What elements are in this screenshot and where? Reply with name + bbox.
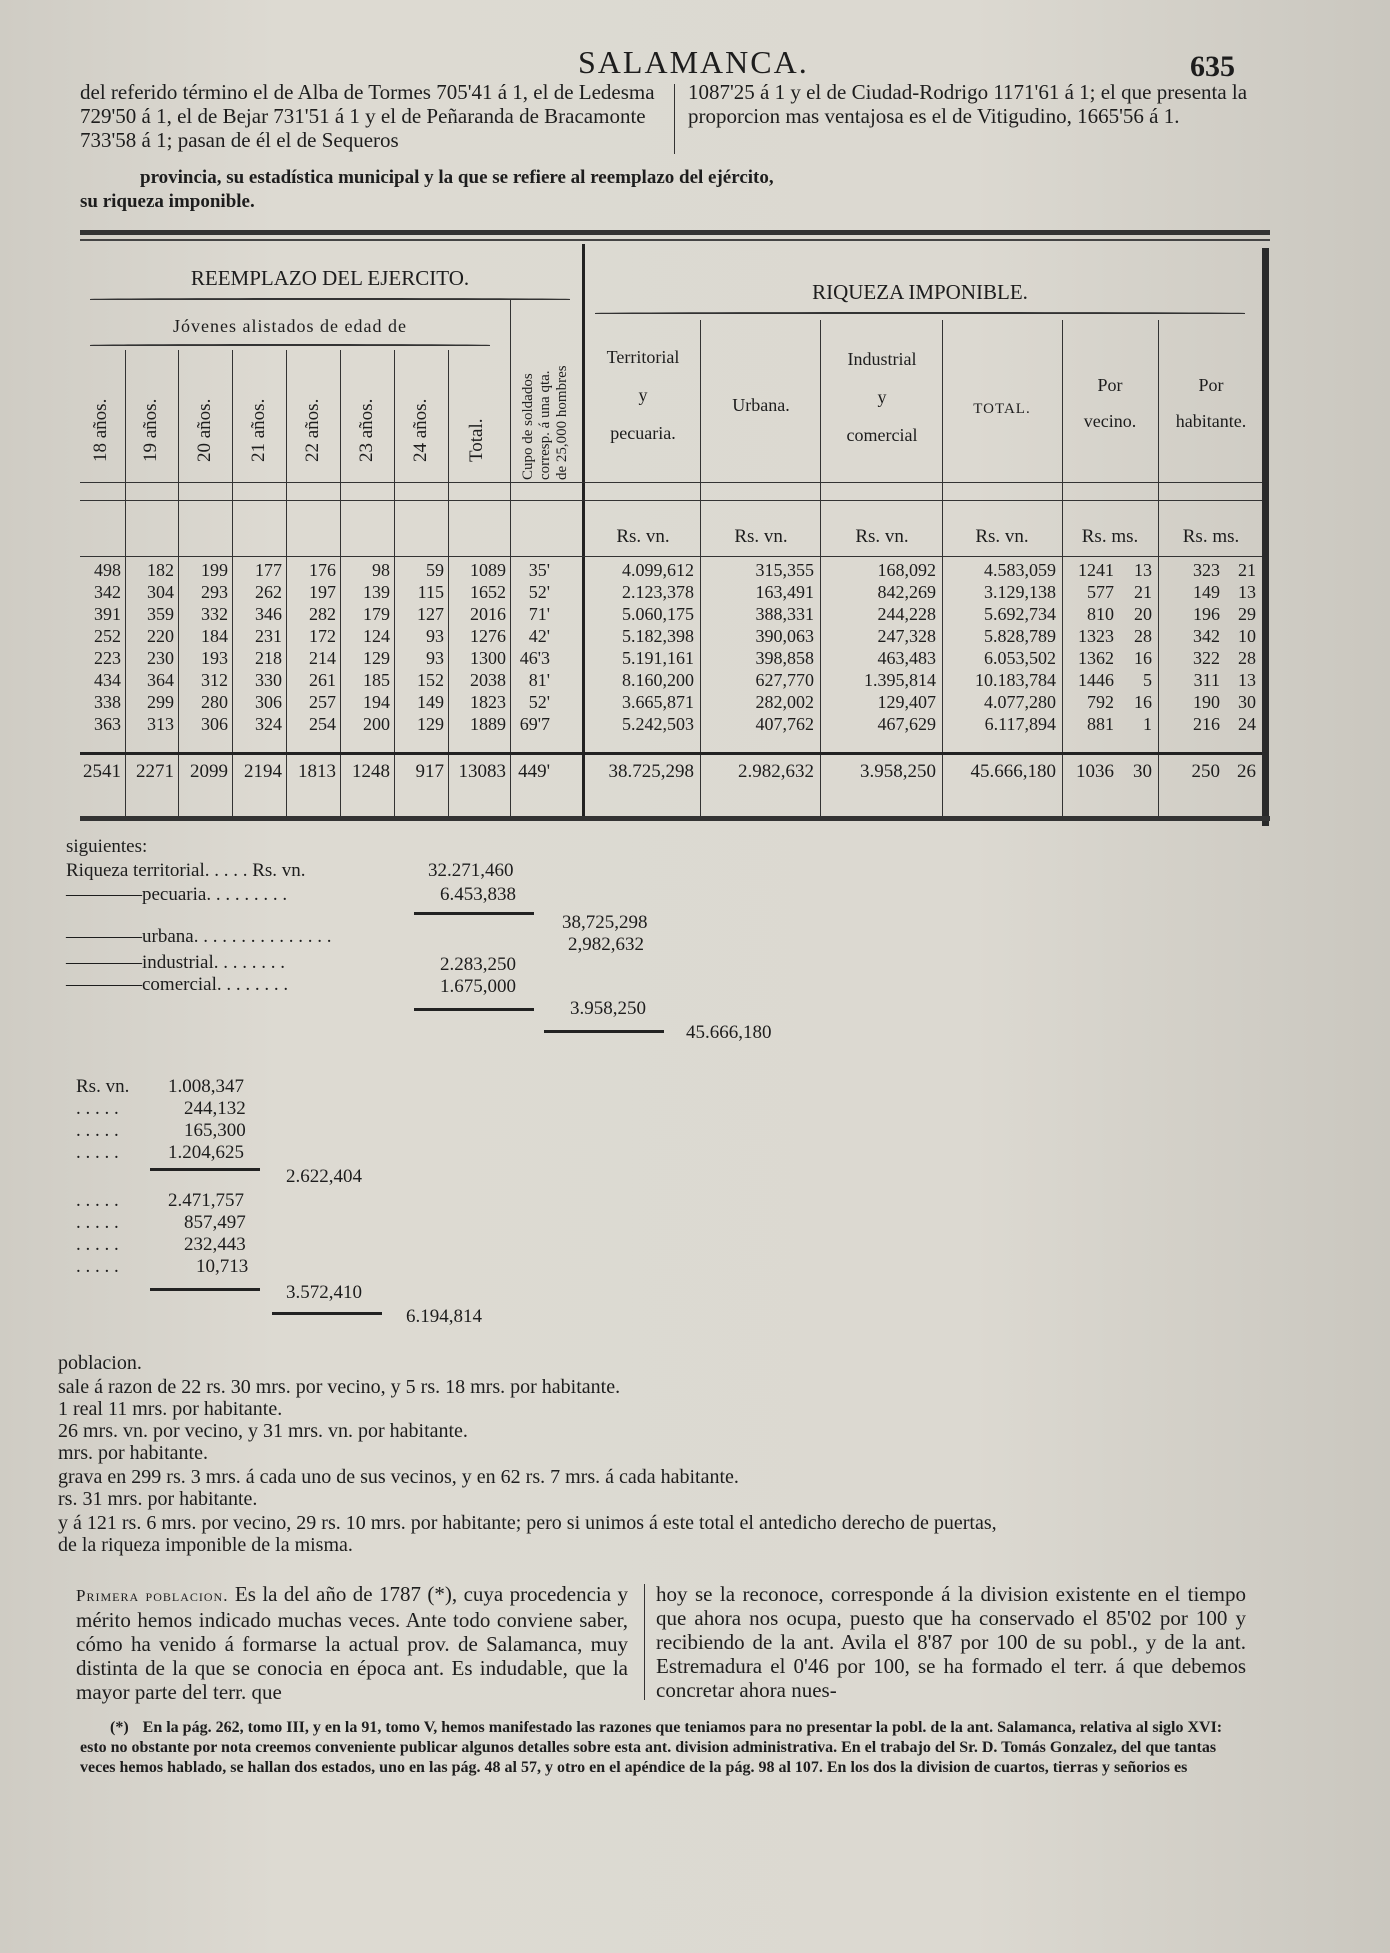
table-cell: 322 [1193,648,1220,668]
col-rule [510,300,511,816]
table-cell: 1248 [352,761,390,782]
table-cell: 149 [417,692,444,712]
col-por-habitante [1160,374,1262,432]
table-cell: 129 [363,648,390,668]
text-line-3: 1 real 11 mrs. por habitante. [58,1398,283,1420]
text-line-4: 26 mrs. vn. por vecino, y 31 mrs. vn. por habitante. [58,1420,468,1442]
pecuaria-label: ————pecuaria. . . . . . . . . [66,884,288,905]
text-line-2: sale á razon de 22 rs. 30 mrs. por vecino, y 5 rs. 18 mrs. por habitante. [58,1376,621,1398]
s2-h: 10,713 [196,1256,249,1277]
s2-subtotal-a: 2.622,404 [286,1166,362,1187]
table-cell: 1300 [470,648,506,668]
col-total-riqueza: TOTAL. [973,401,1031,417]
urbana-label: ————urbana. . . . . . . . . . . . . . . [66,926,332,947]
table-cell: 193 [201,648,228,668]
col-22-anos: 22 años. [302,398,323,462]
table-cell: 463,483 [877,648,936,668]
s2-grand: 6.194,814 [406,1306,482,1327]
col-24-anos: 24 años. [410,398,431,462]
table-cell: 388,331 [755,604,814,624]
industrial-l1: Industrial [847,349,917,369]
table-cell: 1362 [1078,648,1114,668]
table-cell: 1 [1143,714,1152,734]
col-rule [700,320,701,816]
table-cell: 129 [417,714,444,734]
table-cell: 244,228 [877,604,936,624]
table-cell: 2271 [136,761,174,782]
unit-rs-vn: Rs. vn. [734,526,788,547]
table-cell: 129,407 [877,692,936,712]
s2-b: 244,132 [184,1098,246,1119]
territorial-l2: y [638,385,648,405]
table-cell: 1323 [1078,626,1114,646]
text-line-8: y á 121 rs. 6 mrs. por vecino, 29 rs. 10 mrs. por habitante; pero si unimos á este total el antedicho derecho de puertas, [58,1512,997,1534]
table-cell: 1652 [470,582,506,602]
cupo-line-2: corresp. á una qta. [537,370,553,480]
table-cell: 252 [94,626,121,646]
table-cell: 311 [1193,670,1220,690]
table-cell: 98 [372,560,390,580]
footnote-text: En la pág. 262, tomo III, y en la 91, tomo V, hemos manifestado las razones que teniamos para no presentar la pobl. de la ant. Salamanca, relativa al siglo XVI: esto no obstante por nota creemos conveniente publicar algunos detalles sobre esta ant. division administrativa. En el trabajo del Sr. D. Tomás Gonzalez, del que tantas veces hemos hablado, se hallan dos estados, uno en las pág. 48 al 57, y otro en el apéndice de la pág. 98 al 107. En los dos la division de cuartos, tierras y señorios es [80,1719,1223,1776]
table-cell: 42' [528,626,550,646]
table-cell: 16 [1134,692,1152,712]
col-urbana: Urbana. [732,395,790,415]
table-cell: 24 [1238,714,1256,734]
footnote [80,1718,1240,1778]
riqueza-brace [595,312,1245,314]
col-19-anos: 19 años. [140,398,161,462]
body-right-column: hoy se la reconoce, corresponde á la division existente en el tiempo que ahora nos ocupa, puesto que ha conservado el 85'02 por 100 y recibiendo de la ant. Avila el 8'87 por 100 de su pobl., y de la ant. Estremadura el 0'46 por 100, se ha formado el terr. á que debemos concretar ahora nues- [656,1582,1246,1702]
territorial-l1: Territorial [606,347,680,367]
s2-label-b: . . . . . [76,1098,119,1119]
table-cell: 1241 [1078,560,1114,580]
siguientes: siguientes: [66,836,148,857]
table-cell: 293 [201,582,228,602]
sum-rule [150,1288,260,1291]
por-habitante-l1: Por [1198,375,1224,395]
table-cell: 197 [309,582,336,602]
reemplazo-brace [90,298,570,300]
table-cell: 184 [201,626,228,646]
table-caption [80,166,1280,214]
s2-label-d: . . . . . [76,1142,119,1163]
table-cell: 4.099,612 [622,560,694,580]
table-cell: 13 [1238,670,1256,690]
s2-label-e: . . . . . [76,1190,119,1211]
comercial-value: 1.675,000 [440,976,516,997]
unit-rs-ms: Rs. ms. [1081,526,1139,547]
col-18-anos: 18 años. [90,398,111,462]
table-cell: 52' [528,582,550,602]
intro-left-column: del referido término el de Alba de Tormes 705'41 á 1, el de Ledesma 729'50 á 1, el de Bejar 731'51 á 1 y el de Peñaranda de Bracamonte 733'58 á 1; pasan de él el de Sequeros [80,80,655,152]
grand-total: 45.666,180 [686,1022,772,1043]
body-left-text: Es la del año de 1787 (*), cuya procedencia y mérito hemos indicado muchas veces. Ante todo conviene saber, cómo ha venido á formarse la actual prov. de Salamanca, muy distinta de la que se conocia en época ant. Es indudable, que la mayor parte del terr. que [76,1582,629,1704]
por-habitante-l2: habitante. [1175,411,1247,431]
s2-g: 232,443 [184,1234,246,1255]
table-cell: 2099 [190,761,228,782]
table-cell: 29 [1238,604,1256,624]
subtotal-1: 38,725,298 [562,912,648,933]
s2-d: 1.204,625 [168,1142,244,1163]
table-cell: 304 [147,582,174,602]
table-cell: 254 [309,714,336,734]
table-cell: 792 [1087,692,1114,712]
table-cell: 627,770 [755,670,814,690]
table-cell: 52' [528,692,550,712]
table-cell: 5.242,503 [622,714,694,734]
footnote-mark: (*) [110,1719,129,1736]
s2-label-h: . . . . . [76,1256,119,1277]
table-cell: 71' [528,604,550,624]
table-cell: 220 [147,626,174,646]
table-cell: 299 [147,692,174,712]
table-cell: 216 [1193,714,1220,734]
table-cell: 330 [255,670,282,690]
table-cell: 5.692,734 [984,604,1056,624]
table-cell: 199 [201,560,228,580]
table-cell: 5.191,161 [622,648,694,668]
table-cell: 223 [94,648,121,668]
table-cell: 20 [1134,604,1152,624]
sum-rule [544,1030,664,1033]
jovenes-header: Jóvenes alistados de edad de [173,316,407,336]
table-cell: 190 [1193,692,1220,712]
section-head: Primera poblacion. [76,1586,229,1605]
unit-rs-vn: Rs. vn. [855,526,909,547]
table-cell: 2194 [244,761,282,782]
table-cell: 21 [1238,560,1256,580]
s2-label-a: Rs. vn. [76,1076,130,1097]
table-cell: 194 [363,692,390,712]
table-cell: 398,858 [755,648,814,668]
table-cell: 323 [1193,560,1220,580]
table-cell: 177 [255,560,282,580]
table-cell: 842,269 [877,582,936,602]
table-cell: 359 [147,604,174,624]
text-line-1: poblacion. [58,1352,142,1374]
table-cell: 250 [1191,761,1220,782]
table-cell: 2.123,378 [622,582,694,602]
s2-f: 857,497 [184,1212,246,1233]
caption-line-2: su riqueza imponible. [80,191,255,212]
jovenes-brace [90,344,490,346]
table-cell: 231 [255,626,282,646]
table-cell: 26 [1237,761,1256,782]
table-cell: 2016 [470,604,506,624]
text-line-6: grava en 299 rs. 3 mrs. á cada uno de sus vecinos, y en 62 rs. 7 mrs. á cada habitante. [58,1466,739,1488]
table-cell: 5.828,789 [984,626,1056,646]
cupo-line-3: de 25,000 hombres [554,365,570,480]
page-number: 635 [1190,50,1235,83]
header-rule [80,482,1262,483]
table-cell: 10 [1238,626,1256,646]
table-cell: 407,762 [755,714,814,734]
table-cell: 306 [255,692,282,712]
table-cell: 881 [1087,714,1114,734]
sum-rule [272,1312,382,1315]
unit-rs-vn: Rs. vn. [616,526,670,547]
table-cell: 127 [417,604,444,624]
column-rule [674,84,675,154]
s2-label-c: . . . . . [76,1120,119,1141]
urbana-value: 2,982,632 [568,934,644,955]
table-cell: 28 [1134,626,1152,646]
table-cell: 5.182,398 [622,626,694,646]
table-cell: 168,092 [877,560,936,580]
table-cell: 163,491 [755,582,814,602]
col-por-vecino [1062,374,1158,432]
table-cell: 179 [363,604,390,624]
territorial-label: Riqueza territorial. . . . . Rs. vn. [66,860,306,881]
table-cell: 4.583,059 [984,560,1056,580]
table-cell: 1889 [470,714,506,734]
table-cell: 30 [1238,692,1256,712]
statistics-table [80,230,1264,830]
industrial-value: 2.283,250 [440,954,516,975]
totals-rule [80,752,1262,755]
group-divider [582,244,585,816]
table-cell: 13 [1134,560,1152,580]
table-cell: 1089 [470,560,506,580]
table-cell: 364 [147,670,174,690]
table-cell: 21 [1134,582,1152,602]
s2-a: 1.008,347 [168,1076,244,1097]
caption-line-1: provincia, su estadística municipal y la que se refiere al reemplazo del ejército, [140,167,774,188]
reemplazo-header: REEMPLAZO DEL EJERCITO. [190,266,470,290]
table-cell: 182 [147,560,174,580]
table-cell: 346 [255,604,282,624]
industrial-l2: y [877,387,887,407]
table-cell: 1813 [298,761,336,782]
table-cell: 342 [94,582,121,602]
table-cell: 149 [1193,582,1220,602]
comercial-label: ————comercial. . . . . . . . [66,974,289,995]
table-cell: 577 [1087,582,1114,602]
sum-rule [414,912,534,915]
table-cell: 363 [94,714,121,734]
table-cell: 139 [363,582,390,602]
territorial-l3: pecuaria. [610,423,676,443]
table-cell: 172 [309,626,336,646]
table-cell: 124 [363,626,390,646]
table-cell: 247,328 [877,626,936,646]
table-cell: 45.666,180 [970,761,1056,782]
unit-rs-vn: Rs. vn. [975,526,1029,547]
table-cell: 5 [1143,670,1152,690]
body-top-rule [80,556,1262,557]
table-cell: 200 [363,714,390,734]
table-cell: 6.117,894 [984,714,1056,734]
table-cell: 257 [309,692,336,712]
table-cell: 315,355 [755,560,814,580]
table-cell: 152 [417,670,444,690]
table-cell: 218 [255,648,282,668]
pecuaria-value: 6.453,838 [440,884,516,905]
col-rule [1158,320,1159,816]
table-cell: 449' [518,761,550,782]
table-cell: 81' [528,670,550,690]
col-territorial [588,346,698,444]
table-cell: 93 [426,626,444,646]
table-cell: 313 [147,714,174,734]
table-cell: 1036 [1076,761,1114,782]
territorial-value: 32.271,460 [428,860,514,881]
table-cell: 69'7 [519,714,550,734]
table-cell: 5.060,175 [622,604,694,624]
col-industrial [822,348,942,446]
sum-rule [150,1168,260,1171]
s2-label-f: . . . . . [76,1212,119,1233]
table-cell: 176 [309,560,336,580]
table-cell: 2038 [470,670,506,690]
s2-subtotal-b: 3.572,410 [286,1282,362,1303]
table-cell: 810 [1087,604,1114,624]
table-cell: 467,629 [877,714,936,734]
table-cell: 3.129,138 [984,582,1056,602]
running-head: SALAMANCA. [578,44,809,80]
table-cell: 280 [201,692,228,712]
table-cell: 391 [94,604,121,624]
table-cell: 312 [201,670,228,690]
text-line-7: rs. 31 mrs. por habitante. [58,1488,258,1510]
table-cell: 332 [201,604,228,624]
table-cell: 30 [1133,761,1152,782]
table-cell: 35' [528,560,550,580]
table-cell: 59 [426,560,444,580]
table-right-border [1262,248,1269,826]
table-cell: 262 [255,582,282,602]
unit-rs-ms: Rs. ms. [1182,526,1240,547]
table-cell: 13 [1238,582,1256,602]
col-20-anos: 20 años. [194,398,215,462]
table-cell: 28 [1238,648,1256,668]
table-cell: 46'3 [519,648,550,668]
table-cell: 1.395,814 [864,670,936,690]
table-cell: 13083 [458,761,506,782]
table-cell: 214 [309,648,336,668]
table-cell: 342 [1193,626,1220,646]
text-line-9: de la riqueza imponible de la misma. [58,1534,353,1556]
cupo-line-1: Cupo de soldados [520,373,536,480]
industrial-label: ————industrial. . . . . . . . [66,952,286,973]
s2-c: 165,300 [184,1120,246,1141]
table-cell: 196 [1193,604,1220,624]
s2-label-g: . . . . . [76,1234,119,1255]
table-cell: 261 [309,670,336,690]
por-vecino-l1: Por [1097,375,1123,395]
table-cell: 8.160,200 [622,670,694,690]
table-cell: 10.183,784 [975,670,1056,690]
table-cell: 1446 [1078,670,1114,690]
table-bottom-rule [80,816,1270,821]
table-cell: 115 [417,582,444,602]
table-cell: 390,063 [755,626,814,646]
col-21-anos: 21 años. [248,398,269,462]
body-left-column [76,1582,628,1704]
text-line-5: mrs. por habitante. [58,1442,208,1464]
table-cell: 3.665,871 [622,692,694,712]
table-top-rule-thin [80,239,1270,241]
s2-e: 2.471,757 [168,1190,244,1211]
table-cell: 2.982,632 [738,761,814,782]
col-23-anos: 23 años. [356,398,377,462]
table-cell: 498 [94,560,121,580]
table-cell: 282 [309,604,336,624]
table-cell: 324 [255,714,282,734]
table-cell: 338 [94,692,121,712]
table-cell: 16 [1134,648,1152,668]
table-cell: 2541 [83,761,121,782]
table-cell: 185 [363,670,390,690]
col-rule [820,320,821,816]
table-cell: 6.053,502 [984,648,1056,668]
intro-right-column: 1087'25 á 1 y el de Ciudad-Rodrigo 1171'61 á 1; el que presenta la proporcion mas ventajosa es el de Vitigudino, 1665'56 á 1. [688,80,1248,128]
table-cell: 4.077,280 [984,692,1056,712]
por-vecino-l2: vecino. [1083,411,1137,431]
col-total: Total. [466,418,487,462]
table-cell: 230 [147,648,174,668]
table-top-rule [80,230,1270,235]
table-cell: 917 [415,761,444,782]
subtotal-2: 3.958,250 [570,998,646,1019]
table-cell: 434 [94,670,121,690]
table-cell: 93 [426,648,444,668]
sum-rule [414,1008,534,1011]
column-rule [644,1584,645,1700]
col-cupo [520,365,571,480]
units-rule [80,500,1262,501]
table-cell: 38.725,298 [608,761,694,782]
table-cell: 3.958,250 [860,761,936,782]
industrial-l3: comercial [846,425,918,445]
riqueza-header: RIQUEZA IMPONIBLE. [812,280,1028,304]
table-cell: 282,002 [755,692,814,712]
table-cell: 1823 [470,692,506,712]
table-cell: 306 [201,714,228,734]
table-cell: 1276 [470,626,506,646]
